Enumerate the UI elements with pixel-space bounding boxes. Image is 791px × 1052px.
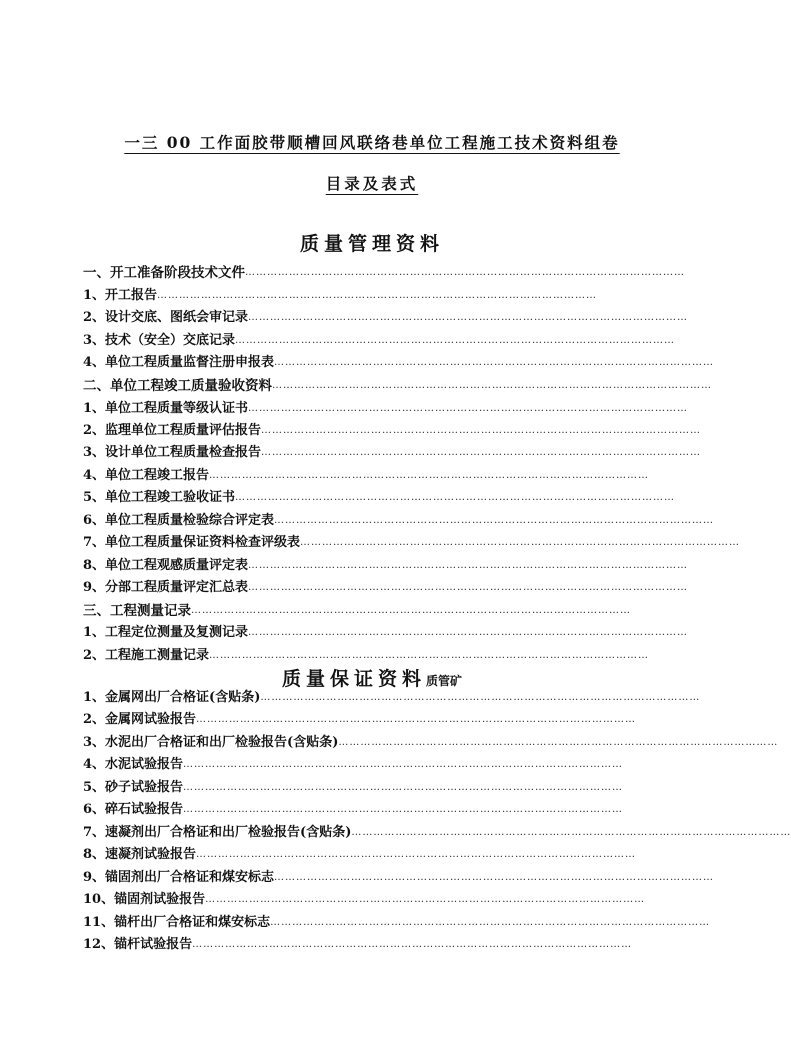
entry-label: 2、金属网试验报告 <box>83 712 197 727</box>
dot-leader: ………………………………………………………………………………………………………… <box>351 827 791 838</box>
dot-leader: ………………………………………………………………………………………………………… <box>274 515 715 526</box>
management-entry <box>83 398 689 420</box>
management-entry <box>83 622 689 644</box>
management-entry <box>83 442 702 464</box>
assurance-entry <box>83 754 624 776</box>
entry-label: 8、单位工程观感质量评定表 <box>83 558 249 573</box>
entry-label: 1、单位工程质量等级认证书 <box>83 401 249 416</box>
assurance-entry <box>83 844 637 866</box>
entry-label: 9、锚固剂出厂合格证和煤安标志 <box>83 870 275 885</box>
entry-label: 2、监理单位工程质量评估报告 <box>83 423 262 438</box>
dot-leader: ………………………………………………………………………………………………………… <box>274 357 715 368</box>
entry-label: 5、单位工程竣工验收证书 <box>83 490 236 505</box>
entry-label: 3、技术（安全）交底记录 <box>83 333 236 348</box>
document-title: 一三 00 工作面胶带顺槽回风联络巷单位工程施工技术资料组卷 <box>124 133 620 152</box>
section-heading-quality-management: 质量管理资料 <box>299 233 444 255</box>
management-entry <box>83 262 685 284</box>
assurance-entry <box>83 777 624 799</box>
management-entry <box>83 555 689 577</box>
entry-label: 6、单位工程质量检验综合评定表 <box>83 513 275 528</box>
dot-leader: ………………………………………………………………………………………………………… <box>248 627 689 638</box>
section-heading-suffix: 质管矿 <box>426 674 463 688</box>
management-entry <box>83 330 676 352</box>
entry-label: 11、锚杆出厂合格证和煤安标志 <box>83 915 271 930</box>
assurance-entry <box>83 889 646 911</box>
entry-label: 4、单位工程竣工报告 <box>83 468 210 483</box>
dot-leader: ………………………………………………………………………………………………………… <box>183 759 624 770</box>
assurance-entry <box>83 709 637 731</box>
management-entry <box>83 375 712 397</box>
assurance-entry <box>83 799 624 821</box>
assurance-entry <box>83 912 711 934</box>
dot-leader: ………………………………………………………………………………………………………… <box>260 692 701 703</box>
management-entry <box>83 532 741 554</box>
dot-leader: ………………………………………………………………………………………………………… <box>183 804 624 815</box>
entry-label: 8、速凝剂试验报告 <box>83 847 197 862</box>
dot-leader: ………………………………………………………………………………………………………… <box>248 312 689 323</box>
entry-label: 1、工程定位测量及复测记录 <box>83 625 249 640</box>
entry-label: 7、单位工程质量保证资料检查评级表 <box>83 535 301 550</box>
management-entry <box>83 420 702 442</box>
dot-leader: ………………………………………………………………………………………………………… <box>248 403 689 414</box>
entry-label: 9、分部工程质量评定汇总表 <box>83 580 249 595</box>
dot-leader: ………………………………………………………………………………………………………… <box>261 447 702 458</box>
dot-leader: ………………………………………………………………………………………………………… <box>274 872 715 883</box>
entry-label: 3、设计单位工程质量检查报告 <box>83 445 262 460</box>
management-entry <box>83 352 715 374</box>
dot-leader: ………………………………………………………………………………………………………… <box>209 650 650 661</box>
entry-label: 一、开工准备阶段技术文件 <box>83 265 245 281</box>
dot-leader: ………………………………………………………………………………………………………… <box>248 560 689 571</box>
entry-label: 2、工程施工测量记录 <box>83 648 210 663</box>
assurance-entry <box>83 822 791 844</box>
section-heading-quality-assurance-text: 质量保证资料 <box>281 668 426 690</box>
entry-label: 二、单位工程竣工质量验收资料 <box>83 378 272 394</box>
entry-label: 1、金属网出厂合格证(含贴条) <box>83 690 261 705</box>
dot-leader: ………………………………………………………………………………………………………… <box>157 290 598 301</box>
dot-leader: ………………………………………………………………………………………………………… <box>205 894 646 905</box>
dot-leader: ………………………………………………………………………………………………………… <box>191 605 631 616</box>
entry-label: 10、锚固剂试验报告 <box>83 892 206 907</box>
entry-label: 3、水泥出厂合格证和出厂检验报告(含贴条) <box>83 735 339 750</box>
entry-label: 12、锚杆试验报告 <box>83 937 193 952</box>
entry-label: 1、开工报告 <box>83 288 158 303</box>
management-entry <box>83 487 676 509</box>
management-entry <box>83 285 598 307</box>
dot-leader: ………………………………………………………………………………………………………… <box>235 492 676 503</box>
management-entry <box>83 600 631 622</box>
dot-leader: ………………………………………………………………………………………………………… <box>196 714 637 725</box>
entry-label: 2、设计交底、图纸会审记录 <box>83 310 249 325</box>
dot-leader: ………………………………………………………………………………………………………… <box>245 267 685 278</box>
management-entry <box>83 577 689 599</box>
entry-label: 三、工程测量记录 <box>83 603 191 619</box>
dot-leader: ………………………………………………………………………………………………………… <box>235 335 676 346</box>
assurance-entry <box>83 867 715 889</box>
dot-leader: ………………………………………………………………………………………………………… <box>300 537 741 548</box>
dot-leader: ………………………………………………………………………………………………………… <box>270 917 711 928</box>
entry-label: 6、碎石试验报告 <box>83 802 184 817</box>
management-entry <box>83 465 650 487</box>
dot-leader: ………………………………………………………………………………………………………… <box>272 380 712 391</box>
assurance-entry <box>83 732 779 754</box>
dot-leader: ………………………………………………………………………………………………………… <box>338 737 779 748</box>
entry-label: 7、速凝剂出厂合格证和出厂检验报告(含贴条) <box>83 825 352 840</box>
assurance-entry <box>83 687 701 709</box>
management-entry <box>83 510 715 532</box>
management-entry <box>83 307 689 329</box>
document-subtitle: 目录及表式 <box>325 174 419 193</box>
entry-label: 4、单位工程质量监督注册申报表 <box>83 355 275 370</box>
dot-leader: ………………………………………………………………………………………………………… <box>192 939 633 950</box>
entry-label: 5、砂子试验报告 <box>83 780 184 795</box>
dot-leader: ………………………………………………………………………………………………………… <box>248 582 689 593</box>
dot-leader: ………………………………………………………………………………………………………… <box>261 425 702 436</box>
entry-label: 4、水泥试验报告 <box>83 757 184 772</box>
dot-leader: ………………………………………………………………………………………………………… <box>183 782 624 793</box>
dot-leader: ………………………………………………………………………………………………………… <box>209 470 650 481</box>
assurance-entry <box>83 934 633 956</box>
dot-leader: ………………………………………………………………………………………………………… <box>196 849 637 860</box>
